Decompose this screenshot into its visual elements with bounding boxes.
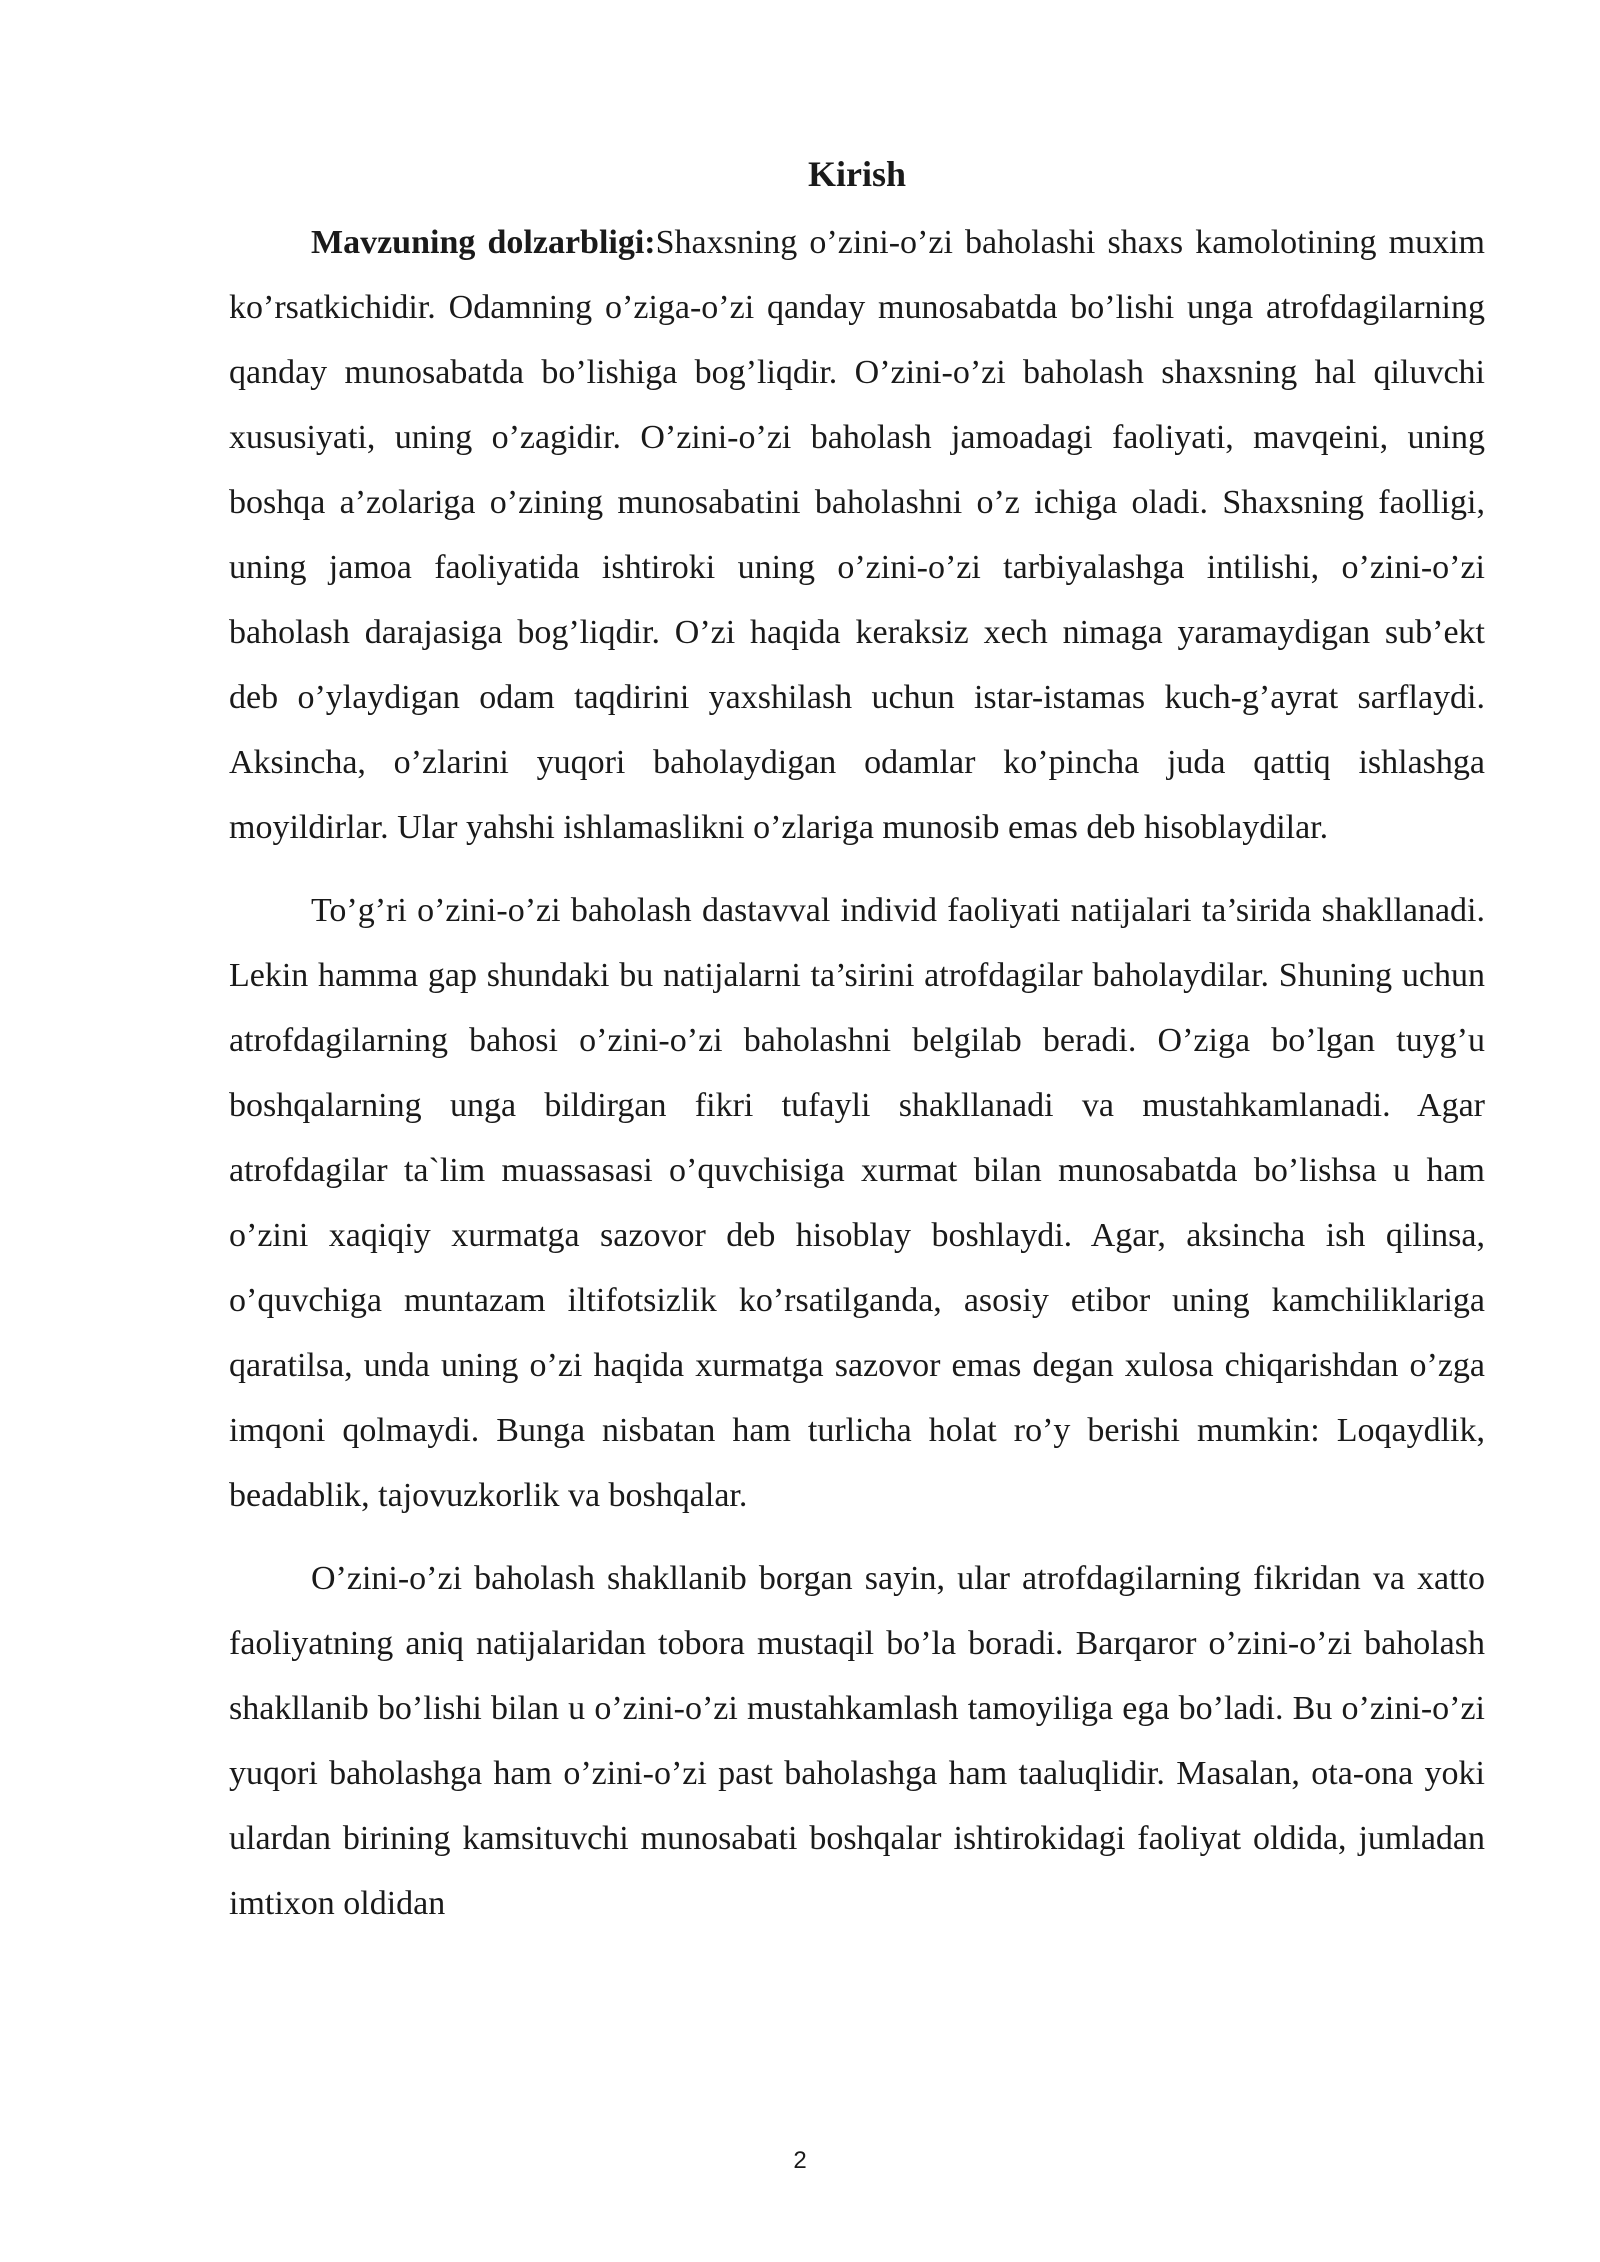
- paragraph-1: [229, 210, 1485, 860]
- paragraph-text: O’zini-o’zi baholash shakllanib borgan sayin, ular atrofdagilarning fikridan va xatto faoliyatning aniq natijalaridan tobora mustaqil bo’la boradi. Barqaror o’zini-o’zi baholash shakllanib bo’lishi bilan u o’zini-o’zi mustahkamlash tamoyiliga ega bo’ladi. Bu o’zini-o’zi yuqori baholashga ham o’zini-o’zi past baholashga ham taaluqlidir. Masalan, ota-ona yoki ulardan birining kamsituvchi munosabati boshqalar ishtirokidagi faoliyat oldida, jumladan imtixon oldidan: [229, 1560, 1485, 1922]
- section-heading: Kirish: [807, 154, 906, 194]
- paragraph-text: To’g’ri o’zini-o’zi baholash dastavval individ faoliyati natijalari ta’sirida shakllanadi. Lekin hamma gap shundaki bu natijalarni ta’sirini atrofdagilar baholaydilar. Shuning uchun atrofdagilarning bahosi o’zini-o’zi baholashni belgilab beradi. O’ziga bo’lgan tuyg’u boshqalarning unga bildirgan fikri tufayli shakllanadi va mustahkamlanadi. Agar atrofdagilar ta`lim muassasasi o’quvchisiga xurmat bilan munosabatda bo’lishsa u ham o’zini xaqiqiy xurmatga sazovor deb hisoblay boshlaydi. Agar, aksincha ish qilinsa, o’quvchiga muntazam iltifotsizlik ko’rsatilganda, asosiy etibor uning kamchiliklariga qaratilsa, unda uning o’zi haqida xurmatga sazovor emas degan xulosa chiqarishdan o’zga imqoni qolmaydi. Bunga nisbatan ham turlicha holat ro’y berishi mumkin: Loqaydlik, beadablik, tajovuzkorlik va boshqalar.: [229, 892, 1485, 1514]
- page-number: 2: [793, 2147, 807, 2174]
- paragraph-lead: Mavzuning dolzarbligi:: [311, 224, 656, 261]
- paragraph-2: [229, 878, 1485, 1528]
- paragraph-3: [229, 1546, 1485, 1936]
- page-content: [229, 148, 1485, 1954]
- paragraph-text: Shaxsning o’zini-o’zi baholashi shaxs kamolotining muxim ko’rsatkichidir. Odamning o’ziga-o’zi qanday munosabatda bo’lishi unga atrofdagilarning qanday munosabatda bo’lishiga bog’liqdir. O’zini-o’zi baholash shaxsning hal qiluvchi xususiyati, uning o’zagidir. O’zini-o’zi baholash jamoadagi faoliyati, mavqeini, uning boshqa a’zolariga o’zining munosabatini baholashni o’z ichiga oladi. Shaxsning faolligi, uning jamoa faoliyatida ishtiroki uning o’zini-o’zi tarbiyalashga intilishi, o’zini-o’zi baholash darajasiga bog’liqdir. O’zi haqida keraksiz xech nimaga yaramaydigan sub’ekt deb o’ylaydigan odam taqdirini yaxshilash uchun istar-istamas kuch-g’ayrat sarflaydi. Aksincha, o’zlarini yuqori baholaydigan odamlar ko’pincha juda qattiq ishlashga moyildirlar. Ular yahshi ishlamaslikni o’zlariga munosib emas deb hisoblaydilar.: [229, 224, 1485, 846]
